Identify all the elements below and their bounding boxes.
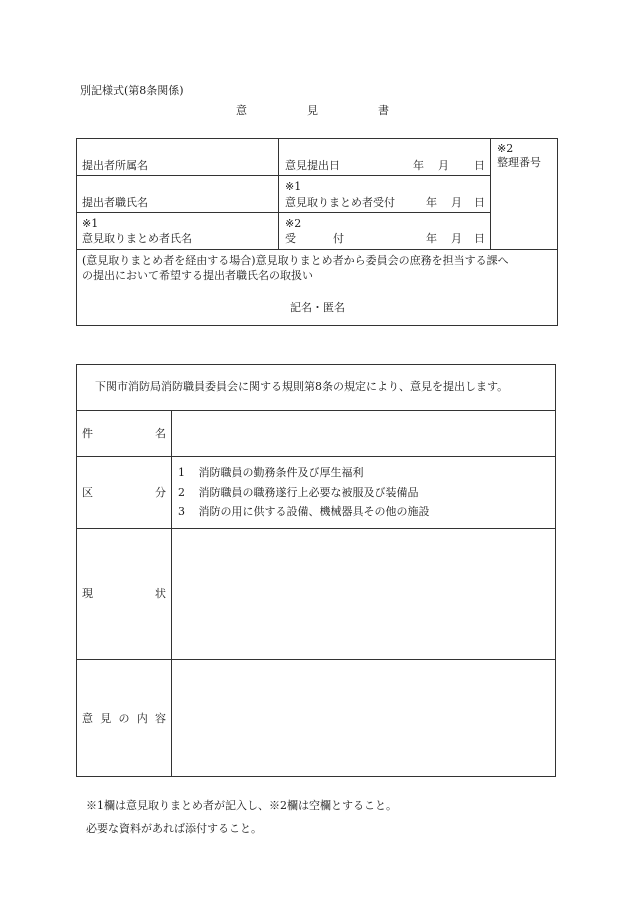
subject-char-1: 件 — [82, 427, 93, 440]
category-option-3[interactable] — [178, 505, 430, 519]
coordinator-received-label: 意見取りまとめ者受付 — [285, 196, 395, 209]
day-label: 日 — [474, 232, 485, 245]
note-mark-2: ※2 — [285, 217, 302, 230]
year-label: 年 — [413, 159, 424, 172]
divider — [76, 456, 556, 457]
day-label: 日 — [474, 196, 485, 209]
reception-char-1: 受 — [285, 232, 296, 245]
divider — [490, 138, 491, 249]
year-label: 年 — [426, 232, 437, 245]
current-status-label — [82, 587, 166, 601]
category-option-2[interactable] — [178, 486, 419, 500]
content-char-3: の — [118, 712, 130, 725]
year-label: 年 — [426, 196, 437, 209]
category-option-number: 3 — [178, 505, 185, 518]
handling-instruction-line-2: の提出において希望する提出者職氏名の取扱い — [82, 269, 313, 282]
title-char-1: 意 — [236, 104, 247, 117]
month-label: 月 — [438, 159, 449, 172]
category-option-number: 1 — [178, 466, 185, 479]
category-option-text: 消防職員の勤務条件及び厚生福利 — [198, 466, 364, 479]
note-mark-1: ※1 — [82, 217, 99, 230]
note-mark-1: ※1 — [285, 180, 302, 193]
subject-field[interactable] — [172, 411, 555, 455]
current-char-2: 状 — [155, 587, 166, 600]
divider — [278, 138, 279, 249]
reference-number-label: 整理番号 — [497, 156, 541, 169]
category-option-text: 消防の用に供する設備、機械器具その他の施設 — [198, 505, 430, 518]
divider — [76, 175, 490, 176]
submitter-affiliation-label: 提出者所属名 — [82, 159, 148, 172]
category-char-2: 分 — [155, 486, 166, 499]
category-option-number: 2 — [178, 486, 185, 499]
opinion-date-label: 意見提出日 — [285, 159, 340, 172]
content-char-1: 意 — [82, 712, 93, 725]
signed-anonymous-option[interactable]: 記名・匿名 — [290, 301, 345, 314]
month-label: 月 — [451, 232, 462, 245]
category-label — [82, 486, 166, 500]
subject-char-2: 名 — [155, 427, 166, 440]
current-char-1: 現 — [82, 587, 93, 600]
category-option-text: 消防職員の職務遂行上必要な被服及び装備品 — [198, 486, 419, 499]
content-char-4: 内 — [136, 712, 148, 725]
opinion-content-label — [82, 712, 166, 726]
divider — [76, 249, 558, 250]
content-char-2: 見 — [100, 712, 112, 725]
divider — [76, 212, 490, 213]
content-char-5: 容 — [155, 712, 166, 725]
submission-statement: 下関市消防局消防職員委員会に関する規則第8条の規定により、意見を提出します。 — [95, 380, 509, 393]
note-1: ※1欄は意見取りまとめ者が記入し、※2欄は空欄とすること。 — [86, 799, 397, 812]
title-char-3: 書 — [378, 104, 389, 117]
title-char-2: 見 — [307, 104, 318, 117]
form-label: 別記様式(第8条関係) — [80, 84, 184, 97]
day-label: 日 — [474, 159, 485, 172]
current-status-field[interactable] — [172, 529, 555, 658]
reception-char-2: 付 — [333, 232, 344, 245]
category-char-1: 区 — [82, 486, 93, 499]
handling-instruction-line-1: (意見取りまとめ者を経由する場合)意見取りまとめ者から委員会の庶務を担当する課へ — [82, 254, 509, 267]
coordinator-name-label: 意見取りまとめ者氏名 — [82, 232, 192, 245]
category-option-1[interactable] — [178, 466, 364, 480]
note-mark-2: ※2 — [497, 142, 514, 155]
submitter-name-label: 提出者職氏名 — [82, 196, 148, 209]
note-2: 必要な資料があれば添付すること。 — [86, 822, 262, 835]
opinion-content-field[interactable] — [172, 660, 555, 776]
month-label: 月 — [451, 196, 462, 209]
subject-label — [82, 427, 166, 441]
